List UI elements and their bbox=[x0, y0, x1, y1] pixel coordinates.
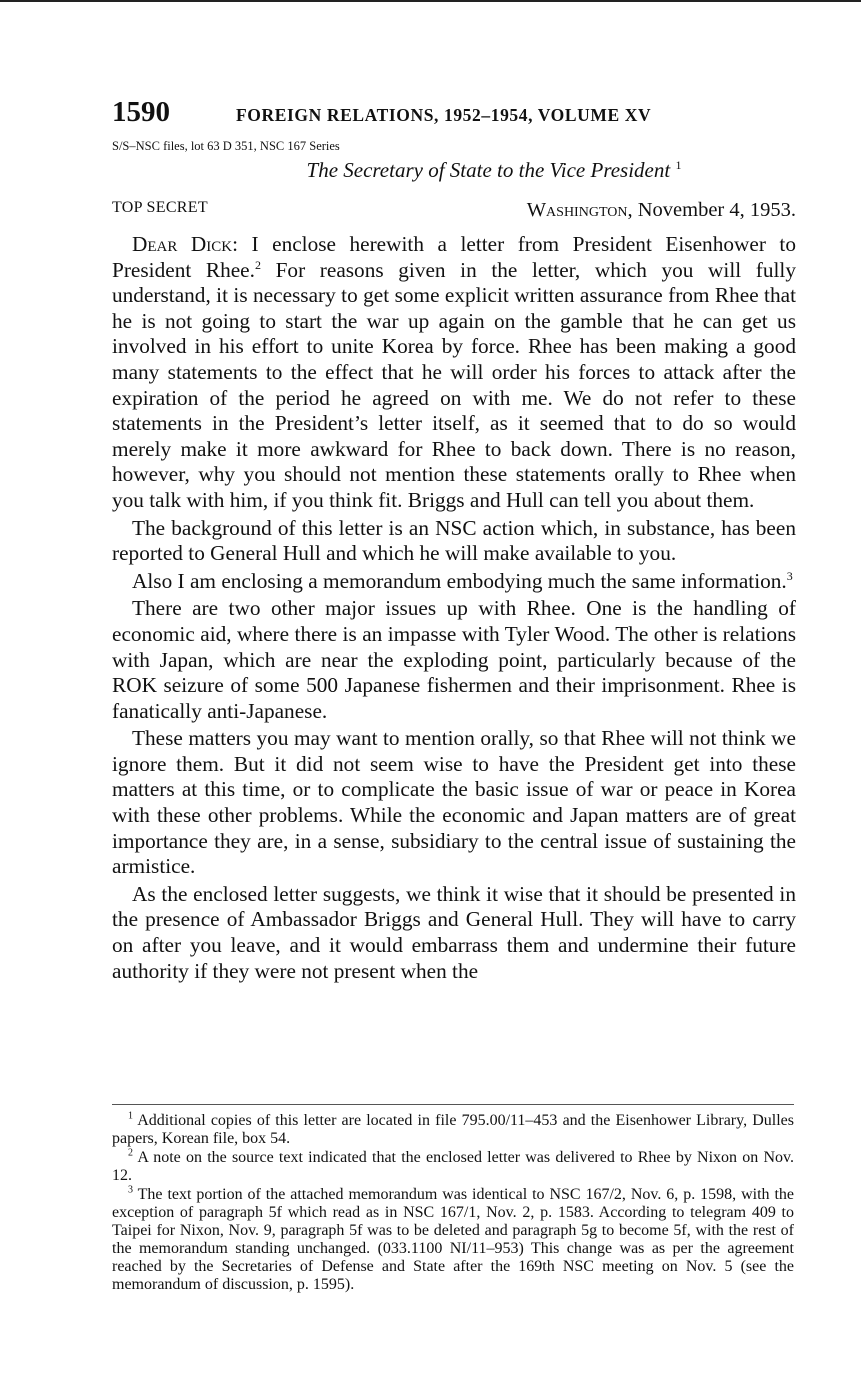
paragraph-2-text: The background of this letter is an NSC action which, in substance, has been reported to General Hull and which he will make available to you. bbox=[112, 515, 796, 566]
footnote-1-text: Additional copies of this letter are located in file 795.00/11–453 and the Eisenhower Library, Dulles papers, Korean file, box 54. bbox=[112, 1112, 794, 1147]
paragraph-5-text: These matters you may want to mention orally, so that Rhee will not think we ignore them. But it did not seem wise to have the President get into these matters at this time, or to complicate the basic issue of war or peace in Korea with these other problems. While the economic and Japan matters are of great importance they are, in a sense, subsidiary to the central issue of sustaining the armistice. bbox=[112, 726, 796, 879]
footnote-ref-1: 1 bbox=[675, 158, 682, 172]
footnote-rule bbox=[112, 1104, 794, 1105]
running-head bbox=[112, 96, 796, 129]
page bbox=[112, 96, 796, 986]
footnote-3 bbox=[112, 1186, 794, 1294]
meta-line bbox=[112, 199, 796, 222]
footnote-3-mark: 3 bbox=[128, 1184, 133, 1196]
paragraph-6 bbox=[112, 882, 796, 984]
paragraph-4 bbox=[112, 596, 796, 724]
footnote-1 bbox=[112, 1112, 794, 1148]
paragraph-4-text: There are two other major issues up with Rhee. One is the handling of economic aid, where there is an impasse with Tyler Wood. The other is relations with Japan, which are near the exploding point, particularly because of the ROK seizure of some 500 Japanese fishermen and their imprisonment. Rhee is fanatically anti-Japanese. bbox=[112, 596, 796, 723]
document-title bbox=[112, 158, 796, 183]
salutation: Dear Dick: bbox=[132, 232, 239, 256]
dateline bbox=[527, 199, 796, 222]
paragraph-1-text: For reasons given in the letter, which you will fully understand, it is necessary to get some explicit written assurance from Rhee that he is not going to start the war up again on the gamble that he can get us involved in his effort to unite Korea by force. Rhee has been making a good many statements to the effect that he will order his forces to attack after the expiration of the period he agreed on with me. We do not refer to these statements in the President’s letter itself, as it seemed that to do so would merely make it more awkward for Rhee to back down. There is no reason, however, why you should not mention these statements orally to Rhee when you talk with him, if you think fit. Briggs and Hull can tell you about them. bbox=[112, 257, 796, 512]
footnotes bbox=[112, 1112, 794, 1295]
paragraph-2 bbox=[112, 516, 796, 567]
top-rule bbox=[0, 0, 861, 2]
paragraph-1-lead: I enclose herewith a letter from President Eisenhower to President Rhee. bbox=[112, 232, 796, 282]
paragraph-1 bbox=[112, 232, 796, 514]
dateline-place: Washington bbox=[526, 199, 628, 221]
letter-body bbox=[112, 232, 796, 984]
dateline-date: , November 4, 1953. bbox=[627, 199, 796, 221]
document-title-text: The Secretary of State to the Vice President bbox=[306, 158, 671, 182]
footnote-2-mark: 2 bbox=[128, 1147, 133, 1159]
classification: TOP SECRET bbox=[112, 199, 208, 216]
footnote-3-text: The text portion of the attached memorandum was identical to NSC 167/2, Nov. 6, p. 1598, with the exception of paragraph 5f which read as in NSC 167/1, Nov. 2, p. 1583. According to telegram 409 to Taipei for Nixon, Nov. 9, paragraph 5f was to be deleted and paragraph 5g to become 5f, with the rest of the memorandum standing unchanged. (033.1100 NI/11–953) This change was as per the agreement reached by the Secretaries of Defense and State after the 169th NSC meeting on Nov. 5 (see the memorandum of discussion, p. 1595). bbox=[112, 1186, 794, 1293]
footnote-2 bbox=[112, 1149, 794, 1185]
paragraph-5 bbox=[112, 726, 796, 880]
footnote-ref-3: 3 bbox=[786, 568, 793, 583]
footnote-1-mark: 1 bbox=[128, 1110, 133, 1122]
paragraph-3 bbox=[112, 569, 796, 595]
footnote-2-text: A note on the source text indicated that the enclosed letter was delivered to Rhee by Nixon on Nov. 12. bbox=[112, 1149, 794, 1184]
page-number: 1590 bbox=[112, 96, 170, 128]
footnote-ref-2: 2 bbox=[254, 257, 261, 272]
paragraph-3-text: Also I am enclosing a memorandum embodying much the same information. bbox=[132, 568, 787, 593]
source-note: S/S–NSC files, lot 63 D 351, NSC 167 Series bbox=[112, 139, 340, 153]
paragraph-6-text: As the enclosed letter suggests, we think it wise that it should be presented in the presence of Ambassador Briggs and General Hull. They will have to carry on after you leave, and it would embarrass them and undermine their future authority if they were not present when the bbox=[112, 881, 796, 983]
series-title: FOREIGN RELATIONS, 1952–1954, VOLUME XV bbox=[236, 105, 652, 125]
